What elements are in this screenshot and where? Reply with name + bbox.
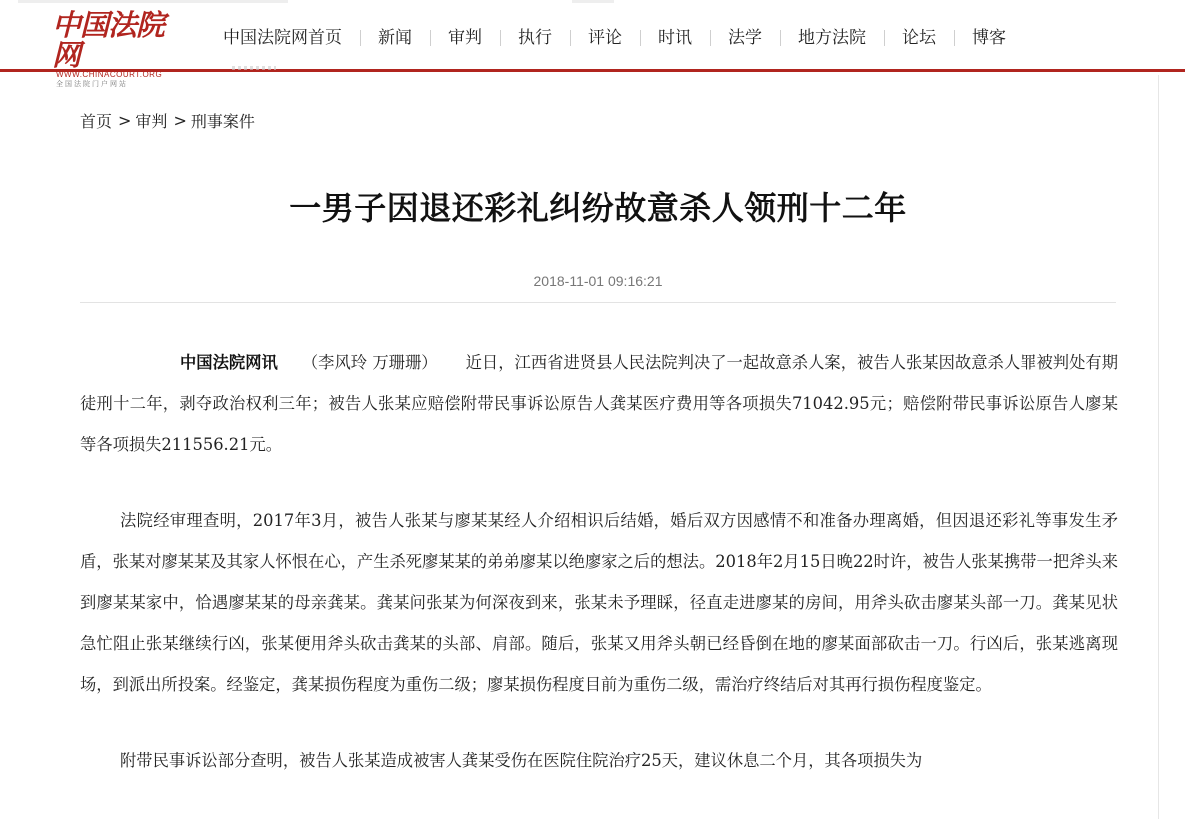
logo-subtitle: 全国法院门户网站 xyxy=(56,81,128,88)
logo-url: WWW.CHINACOURT.ORG xyxy=(56,70,163,79)
nav-item-blog[interactable]: 博客 xyxy=(954,24,1024,52)
paragraph-text: 近日，江西省进贤县人民法院判决了一起故意杀人案，被告人张某因故意杀人罪被判处有期徒刑十二年，剥夺政治权利三年；被告人张某应赔偿附带民事诉讼原告人龚某医疗费用等各项损失71042.95元；赔偿附带民事诉讼原告人廖某等各项损失211556.21元。 xyxy=(80,353,1118,454)
nav-item-local-courts[interactable]: 地方法院 xyxy=(780,24,884,52)
content-right-edge xyxy=(1158,75,1159,819)
nav-item-home[interactable]: 中国法院网首页 xyxy=(223,28,342,48)
article-title: 一男子因退还彩礼纠纷故意杀人领刑十二年 xyxy=(289,189,907,227)
site-logo[interactable] xyxy=(48,8,178,88)
article-source: 中国法院网讯 xyxy=(180,353,278,372)
submenu-hint xyxy=(232,66,276,70)
main-nav xyxy=(205,24,1024,52)
nav-item-bulletin[interactable]: 时讯 xyxy=(640,24,710,52)
title-divider xyxy=(80,302,1116,303)
nav-item-execution[interactable]: 执行 xyxy=(500,24,570,52)
article-authors: （李风玲 万珊珊） xyxy=(301,353,438,372)
breadcrumb-separator: > xyxy=(118,110,132,130)
breadcrumb-trial[interactable]: 审判 xyxy=(135,111,168,131)
top-edge-strip xyxy=(572,0,614,3)
article-body xyxy=(80,343,1118,782)
article-date: 2018-11-01 09:16:21 xyxy=(533,273,663,289)
top-edge-strip xyxy=(18,0,288,3)
nav-item-law[interactable]: 法学 xyxy=(710,24,780,52)
nav-item-forum[interactable]: 论坛 xyxy=(884,24,954,52)
article-paragraph: 法院经审理查明，2017年3月，被告人张某与廖某某经人介绍相识后结婚，婚后双方因感情不和准备办理离婚，但因退还彩礼等事发生矛盾，张某对廖某某及其家人怀恨在心，产生杀死廖某某的弟弟廖某以绝廖家之后的想法。2018年2月15日晚22时许，被告人张某携带一把斧头来到廖某某家中，恰遇廖某某的母亲龚某。龚某问张某为何深夜到来，张某未予理睬，径直走进廖某的房间，用斧头砍击廖某头部一刀。龚某见状急忙阻止张某继续行凶，张某便用斧头砍击龚某的头部、肩部。随后，张某又用斧头朝已经昏倒在地的廖某面部砍击一刀。行凶后，张某逃离现场，到派出所投案。经鉴定，龚某损伤程度为重伤二级；廖某损伤程度目前为重伤二级，需治疗终结后对其再行损伤程度鉴定。 xyxy=(80,511,1118,694)
site-header xyxy=(0,0,1185,88)
nav-item-news[interactable]: 新闻 xyxy=(360,24,430,52)
breadcrumb-criminal-cases[interactable]: 刑事案件 xyxy=(190,111,255,131)
breadcrumb xyxy=(80,108,255,132)
article-paragraph: 附带民事诉讼部分查明，被告人张某造成被害人龚某受伤在医院住院治疗25天，建议休息二个月，其各项损失为 xyxy=(120,751,923,771)
lead-indent xyxy=(80,353,180,372)
logo-text: 中国法院网 xyxy=(52,8,165,72)
breadcrumb-separator: > xyxy=(173,110,187,130)
nav-item-commentary[interactable]: 评论 xyxy=(570,24,640,52)
article-paragraph xyxy=(80,343,1118,465)
nav-item-trial[interactable]: 审判 xyxy=(430,24,500,52)
breadcrumb-home[interactable]: 首页 xyxy=(80,111,113,131)
